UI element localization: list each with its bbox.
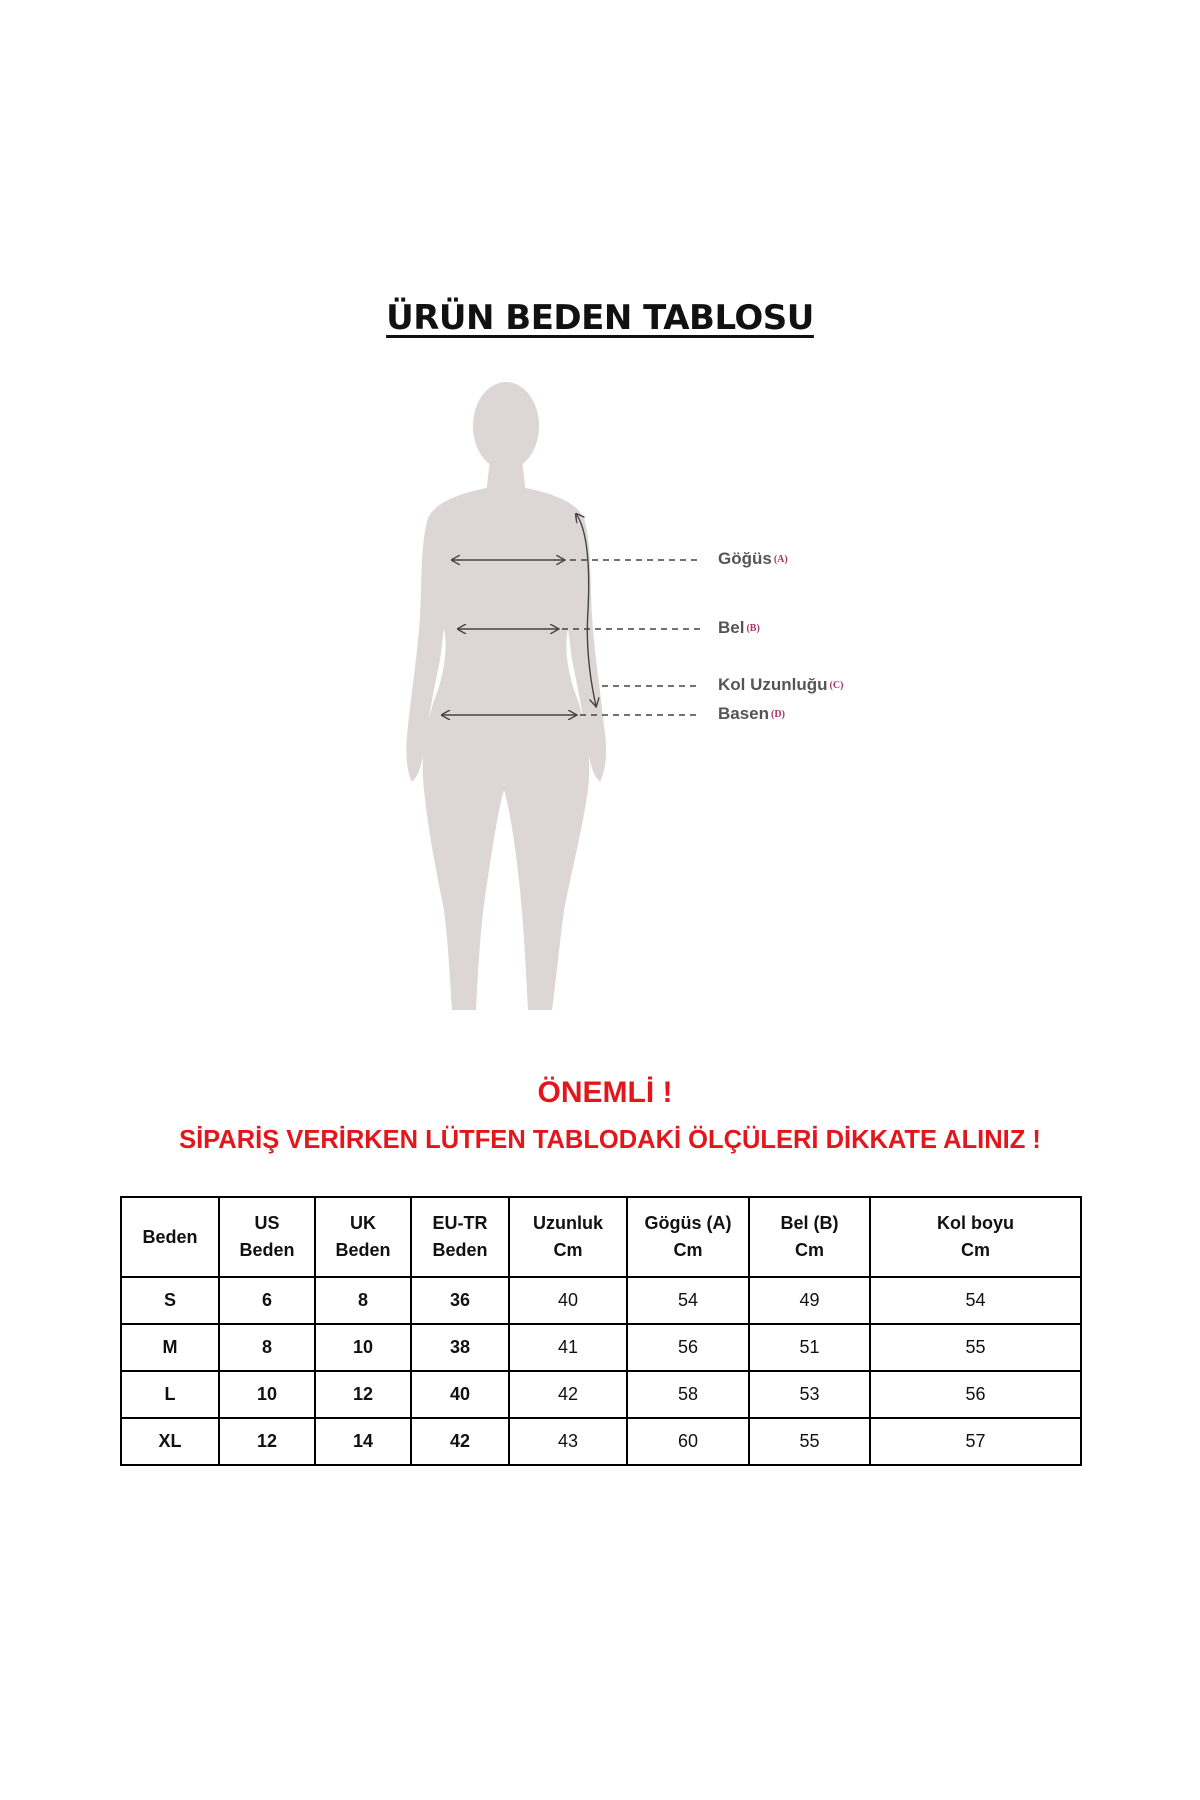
cell-sleeve-length: 57 — [870, 1418, 1081, 1465]
cell-length: 40 — [509, 1277, 627, 1324]
cell-chest: 56 — [627, 1324, 749, 1371]
measurement-label-waist — [718, 618, 760, 638]
measurement-label-chest — [718, 549, 788, 569]
cell-uk-size: 14 — [315, 1418, 411, 1465]
header-line: US — [254, 1213, 280, 1233]
header-line: Kol boyu — [937, 1213, 1014, 1233]
cell-sleeve-length: 56 — [870, 1371, 1081, 1418]
header-length — [509, 1197, 627, 1277]
measurement-label-sleeve-length — [718, 675, 843, 695]
header-us-size — [219, 1197, 315, 1277]
cell-us-size: 10 — [219, 1371, 315, 1418]
cell-chest: 54 — [627, 1277, 749, 1324]
body-measurement-figure — [340, 370, 900, 1030]
table-row — [121, 1324, 1081, 1371]
header-line: Cm — [673, 1240, 703, 1260]
cell-size: L — [121, 1371, 219, 1418]
measurement-code: (C) — [829, 680, 844, 691]
size-chart-table — [120, 1196, 1082, 1466]
measurement-label-text: Göğüs — [718, 549, 772, 568]
table-header-row — [121, 1197, 1081, 1277]
cell-waist: 55 — [749, 1418, 870, 1465]
cell-sleeve-length: 55 — [870, 1324, 1081, 1371]
measurement-label-hip — [718, 704, 785, 724]
measurement-label-text: Kol Uzunluğu — [718, 675, 828, 694]
header-chest — [627, 1197, 749, 1277]
page-title-text: ÜRÜN BEDEN TABLOSU — [386, 298, 814, 338]
header-uk-size — [315, 1197, 411, 1277]
cell-us-size: 8 — [219, 1324, 315, 1371]
cell-chest: 60 — [627, 1418, 749, 1465]
measurement-code: (A) — [773, 554, 788, 565]
header-waist — [749, 1197, 870, 1277]
cell-eu-tr-size: 40 — [411, 1371, 509, 1418]
header-eu-tr-size — [411, 1197, 509, 1277]
header-line: Beden — [335, 1240, 391, 1260]
cell-size: XL — [121, 1418, 219, 1465]
header-line: Uzunluk — [533, 1213, 603, 1233]
measurement-code: (D) — [771, 709, 785, 720]
cell-uk-size: 12 — [315, 1371, 411, 1418]
header-line: Cm — [794, 1240, 824, 1260]
cell-waist: 51 — [749, 1324, 870, 1371]
notice-message: SİPARİŞ VERİRKEN LÜTFEN TABLODAKİ ÖLÇÜLERİ DİKKATE ALINIZ ! — [179, 1126, 1041, 1154]
header-line: Cm — [553, 1240, 583, 1260]
cell-uk-size: 10 — [315, 1324, 411, 1371]
table-row — [121, 1371, 1081, 1418]
cell-sleeve-length: 54 — [870, 1277, 1081, 1324]
header-line: Gögüs (A) — [644, 1213, 732, 1233]
page-title — [0, 298, 1200, 338]
cell-us-size: 12 — [219, 1418, 315, 1465]
notice-title: ÖNEMLİ ! — [537, 1076, 673, 1109]
cell-eu-tr-size: 38 — [411, 1324, 509, 1371]
header-line: Beden — [142, 1226, 198, 1247]
cell-chest: 58 — [627, 1371, 749, 1418]
header-line: EU-TR — [432, 1213, 488, 1233]
cell-eu-tr-size: 42 — [411, 1418, 509, 1465]
header-line: Bel (B) — [780, 1213, 839, 1233]
cell-size: M — [121, 1324, 219, 1371]
cell-us-size: 6 — [219, 1277, 315, 1324]
table-row — [121, 1418, 1081, 1465]
measurement-label-text: Basen — [718, 704, 770, 723]
cell-length: 42 — [509, 1371, 627, 1418]
body-silhouette-diagram — [340, 370, 900, 1030]
header-line: Cm — [960, 1240, 990, 1260]
measurement-label-text: Bel — [718, 618, 745, 637]
header-sleeve-length — [870, 1197, 1081, 1277]
table-row — [121, 1277, 1081, 1324]
header-line: UK — [350, 1213, 376, 1233]
cell-length: 43 — [509, 1418, 627, 1465]
woman-silhouette — [406, 382, 606, 1010]
cell-length: 41 — [509, 1324, 627, 1371]
cell-waist: 53 — [749, 1371, 870, 1418]
measurement-code: (B) — [746, 623, 760, 634]
header-size — [121, 1197, 219, 1277]
header-line: Beden — [432, 1240, 488, 1260]
cell-waist: 49 — [749, 1277, 870, 1324]
cell-uk-size: 8 — [315, 1277, 411, 1324]
header-line: Beden — [239, 1240, 295, 1260]
cell-eu-tr-size: 36 — [411, 1277, 509, 1324]
cell-size: S — [121, 1277, 219, 1324]
